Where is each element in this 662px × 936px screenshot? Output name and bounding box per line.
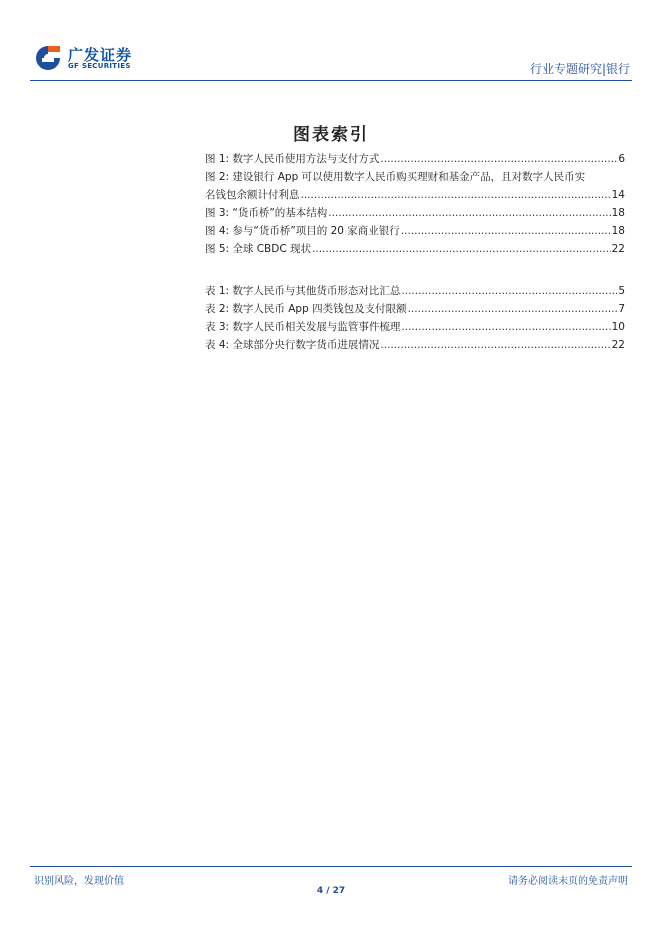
entry-page: 5 <box>618 285 625 297</box>
entry-label: 表 2: 数字人民币 App 四类钱包及支付限额 <box>205 303 407 315</box>
entry-page: 10 <box>611 321 625 333</box>
entry-page: 22 <box>611 243 625 255</box>
table-entry[interactable] <box>205 282 625 300</box>
entry-page: 22 <box>611 339 625 351</box>
dot-leader <box>380 150 617 168</box>
logo-chinese-text: 广发证券 <box>68 46 133 64</box>
figure-entry[interactable] <box>205 168 625 186</box>
page-number: 4 / 27 <box>316 886 346 896</box>
table-entry[interactable] <box>205 318 625 336</box>
footer-slogan: 识别风险，发现价值 <box>34 876 124 887</box>
figure-entry[interactable] <box>205 150 625 168</box>
dot-leader <box>312 240 611 258</box>
dot-leader <box>380 336 610 354</box>
entry-label: 图 2: 建设银行 App 可以使用数字人民币购买理财和基金产品，且对数字人民币实 <box>205 171 586 183</box>
company-logo <box>34 42 154 76</box>
table-index-list <box>205 282 625 354</box>
page-header <box>30 42 632 82</box>
logo-english-text: GF SECURITIES <box>68 62 131 70</box>
page-title: 图表索引 <box>293 125 369 145</box>
header-divider <box>30 80 632 81</box>
figure-entry[interactable] <box>205 204 625 222</box>
entry-label: 名钱包余额计付利息 <box>205 189 300 201</box>
figure-entry-continued[interactable] <box>205 186 625 204</box>
dot-leader <box>301 186 611 204</box>
dot-leader <box>401 222 611 240</box>
entry-label: 图 3: “货币桥”的基本结构 <box>205 207 328 219</box>
entry-page: 7 <box>618 303 625 315</box>
entry-page: 14 <box>611 189 625 201</box>
gf-logo-icon <box>34 44 62 72</box>
entry-page: 18 <box>611 225 625 237</box>
dot-leader <box>401 282 617 300</box>
entry-label: 表 4: 全球部分央行数字货币进展情况 <box>205 339 380 351</box>
figure-entry[interactable] <box>205 240 625 258</box>
entry-label: 图 4: 参与“货币桥”项目的 20 家商业银行 <box>205 225 400 237</box>
entry-label: 表 1: 数字人民币与其他货币形态对比汇总 <box>205 285 401 297</box>
dot-leader <box>401 318 610 336</box>
entry-label: 表 3: 数字人民币相关发展与监管事件梳理 <box>205 321 401 333</box>
entry-page: 18 <box>611 207 625 219</box>
entry-label: 图 5: 全球 CBDC 现状 <box>205 243 312 255</box>
footer-disclaimer: 请务必阅读末页的免责声明 <box>508 876 628 887</box>
dot-leader <box>328 204 610 222</box>
table-entry[interactable] <box>205 336 625 354</box>
footer-divider <box>30 866 632 867</box>
entry-page: 6 <box>618 153 625 165</box>
figure-index-list <box>205 150 625 258</box>
figure-entry[interactable] <box>205 222 625 240</box>
report-category: 行业专题研究|银行 <box>529 62 630 76</box>
table-entry[interactable] <box>205 300 625 318</box>
dot-leader <box>408 300 618 318</box>
entry-label: 图 1: 数字人民币使用方法与支付方式 <box>205 153 380 165</box>
